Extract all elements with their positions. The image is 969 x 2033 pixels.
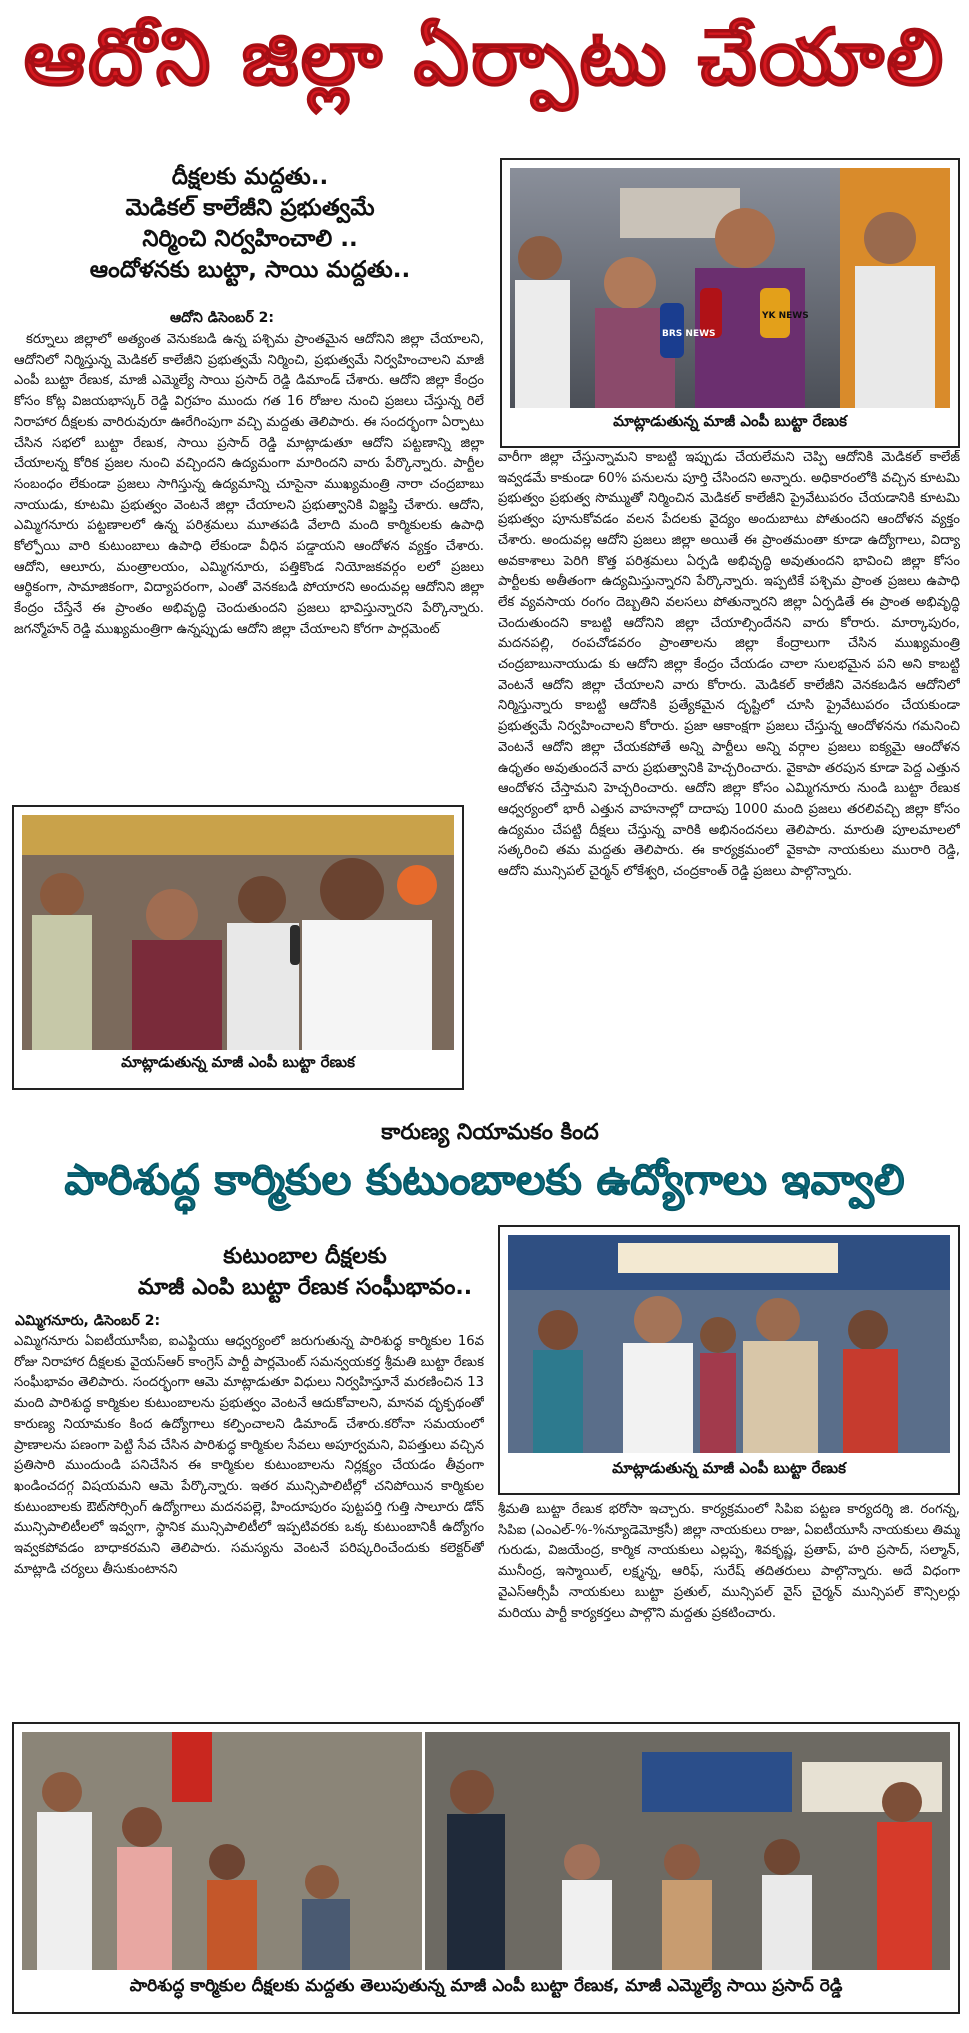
- story1-subhead: [15, 162, 485, 286]
- subhead-line: మాజీ ఎంపి బుట్టా రేణుక సంఘీభావం..: [137, 1275, 473, 1300]
- photo-dharna-seated: [508, 1235, 950, 1453]
- subhead-line: మెడికల్ కాలేజీని ప్రభుత్వమే: [125, 195, 375, 221]
- story2-photo3: [498, 1225, 960, 1495]
- subhead-line: కుటుంబాల దీక్షలకు: [223, 1244, 387, 1269]
- story2-subhead: [115, 1241, 495, 1303]
- story2-body-col1: ఎమ్మిగనూరు ఏఐటీయూసీఐ, ఐఎఫ్టియు ఆధ్వర్యంలో జరుగుతున్న పారిశుధ్ధ కార్మికుల 16వ రోజు నిరాహార దీక్షలకు వైయస్ఆర్ కాంగ్రెస్ పార్టీ పార్లమెంట్ సమన్వయకర్త శ్రీమతి బుట్టా రేణుక సంఘీభావం తెలిపారు. సందర్భంగా ఆమె మాట్లాడుతూ విధులు నిర్వహిస్తూనే మరణించిన 13 మంది పారిశుద్ధ కార్మికుల కుటుంబాలను ప్రభుత్వం వెంటనే ఆదుకోవాలని, మానవ దృక్పథంతో కారుణ్య నియామకం కింద ఉద్యోగాలు కల్పించాలని డిమాండ్ చేశారు.కరోనా సమయంలో ప్రాణాలను పణంగా పెట్టి సేవ చేసిన పారిశుద్ధ కార్మికుల సేవలు అపూర్వమని, విపత్తులు వచ్చిన ప్రతిసారి ముందుండి పనిచేసిన ఈ కార్మికుల కుటుంబాలను నిర్లక్ష్యం చేయడం తీవ్రంగా ఖండించదగ్గ విషయమని ఆమె పేర్కొన్నారు. ఇతర మున్సిపాలిటీల్లో చనిపోయిన కార్మికుల కుటుంబాలకు ఔట్‌సోర్సింగ్ ఉద్యోగాలు మదనపల్లె, హిందూపురం పుట్టపర్తి గుత్తి సాలూరు డోన్ మున్సిపాలిటీలలో ఇవ్వగా, స్థానిక మున్సిపాలిటీలో ఇప్పటివరకు ఒక్క కుటుంబానికీ ఉద్యోగం ఇవ్వకపోవడం బాధాకరమని తెలిపారు. సమస్యను వెంటనే పరిష్కరించేందుకు కలెక్టర్‌తో మాట్లాడి చర్యలు తీసుకుంటానని: [14, 1334, 484, 1577]
- photo-caption: మాట్లాడుతున్న మాజీ ఎంపీ బుట్టా రేణుక: [121, 1053, 355, 1071]
- subhead-line: నిర్మించి నిర్వహించాలి ..: [142, 226, 358, 252]
- photo-caption: మాట్లాడుతున్న మాజీ ఎంపీ బుట్టా రేణుక: [612, 1459, 846, 1477]
- story1-body-col2: వారీగా జిల్లా చేస్తున్నామని కాబట్టి ఇప్పుడు చేయలేమని చెప్పి ఆదోనికి మెడికల్ కాలేజ్ ఇవ్వడమే కాకుండా 60% పనులను పూర్తి చేసిందని అన్నారు. అధికారంలోకి వచ్చిన కూటమి ప్రభుత్వం ప్రభుత్వ సొమ్ముతో నిర్మించిన మెడికల్ కాలేజీని ప్రైవేటుపరం చేయడానికి కూటమి ప్రభుత్వం పూనుకోవడం వలన పేదలకు వైద్యం అందుబాటు పోతుందని ఆందోళన వ్యక్తం చేశారు. అందువల్ల ఆదోని ప్రజలు జిల్లా అయితే ఈ ప్రాంతమంతా కూడా ఉద్యోగాలు, విద్యా అవకాశాలు పెరిగి కొత్త పరిశ్రమలు ఏర్పడి అభివృద్ధి అవుతుందని భావించి జిల్లా కోసం పార్టీలకు అతీతంగా ఉద్యమిస్తున్నారని పేర్కొన్నారు. ఇప్పటికే పశ్చిమ ప్రాంత ప్రజలు ఉపాధి లేక వ్యవసాయ రంగం దెబ్బతిని వలసలు పోతున్నారని జిల్లా ఏర్పడితే ఈ ప్రాంత అభివృద్ధి చెందుతుందని కాబట్టి ఆదోనిని జిల్లా చేయాల్సిందేనని వారు కోరారు. మార్కాపురం, మదనపల్లి, రంపచోడవరం ప్రాంతాలను జిల్లా కేంద్రాలుగా చేసిన ముఖ్యమంత్రి చంద్రబాబునాయుడు కు ఆదోని జిల్లా కేంద్రం చేయడం చాలా సులభమైన పని అని కాబట్టి వెంటనే ఆదోని జిల్లా చేయాలని వారు కోరారు. మెడికల్ కాలేజీని వెనకబడిన ఆదోనిలో నిర్మిస్తున్నారు కాబట్టి ఆదోనికి ప్రత్యేకమైన దృష్టిలో చూసి ప్రైవేటుపరం చేయకుండా ప్రభుత్వమే నిర్వహించాలని కోరారు. ప్రజా ఆకాంక్షగా ప్రజలు చేస్తున్న ఆందోళనను గమనించి వెంటనే ఆదోని జిల్లా చేయకపోతే అన్ని పార్టీలు అన్ని వర్గాల ప్రజలు ఐక్యమై ఆందోళన ఉధృతం అవుతుందనే వారు ప్రభుత్వానికి హెచ్చరించారు. వైకాపా తరపున కూడా పెద్ద ఎత్తున ఆందోళన చేస్తామని హెచ్చరించారు. ఆదోని జిల్లా కోసం ఎమ్మిగనూరు నుండి బుట్టా రేణుక ఆధ్వర్యంలో భారీ ఎత్తున వాహనాల్లో దాదాపు 1000 మంది ప్రజలు తరలివచ్చి జిల్లా కోసం ఉద్యమం చేపట్టి దీక్షలు చేస్తున్న వారికి అభినందనలు తెలిపారు. మారుతి పూలమాలలో సత్కరించి తమ మద్దతు తెలిపారు. ఈ కార్యక్రమంలో వైకాపా నాయకులు మురారి రెడ్డి, ఆదోని మున్సిపల్ చైర్మన్ లోకేశ్వరి, చంద్రకాంత్ రెడ్డి ప్రజలు పాల్గొన్నారు.: [498, 450, 960, 880]
- story1-dateline: ఆదోని డిసెంబర్ 2:: [170, 310, 275, 326]
- main-headline: ఆదోని జిల్లా ఏర్పాటు చేయాలి: [23, 13, 946, 103]
- subhead-line: దీక్షలకు మద్దతు..: [171, 164, 329, 190]
- story2-kicker: కారుణ్య నియామకం కింద: [381, 1120, 599, 1145]
- story2-photo4: [12, 1722, 960, 2014]
- story1-photo1: [500, 158, 960, 448]
- story1-photo2: [12, 805, 464, 1090]
- mic-label: BRS NEWS: [662, 329, 716, 339]
- story2-dateline: ఎమ్మిగనూరు, డిసెంబర్ 2:: [15, 1313, 161, 1329]
- subhead-line: ఆందోళనకు బుట్టా, సాయి మద్దతు..: [89, 257, 411, 283]
- story1-body-col1: కర్నూలు జిల్లాలో అత్యంత వెనుకబడి ఉన్న పశ్చిమ ప్రాంతమైన ఆదోనిని జిల్లా చేయాలని, ఆదోనిలో నిర్మిస్తున్న మెడికల్ కాలేజీని ప్రభుత్వమే నిర్మించి, ప్రభుత్వమే నిర్వహించాలని మాజీ ఎంపీ బుట్టా రేణుక, మాజీ ఎమ్మెల్యే సాయి ప్రసాద్ రెడ్డి డిమాండ్ చేశారు. ఆదోని జిల్లా కేంద్రం కోసం కోట్ల విజయభాస్కర్ రెడ్డి విగ్రహం ముందు గత 16 రోజుల నుంచి ప్రజలు చేస్తున్న రిలే నిరాహార దీక్షలకు వారిరువురూ ఊరేగింపుగా వచ్చి మద్దతు తెలిపారు. ఈ సందర్భంగా ఏర్పాటు చేసిన సభలో బుట్టా రేణుక, సాయి ప్రసాద్ రెడ్డి మాట్లాడుతూ ఆదోని పట్టణాన్ని జిల్లా చేయాలన్న కోరిక ప్రజల నుంచి వచ్చిందని ఉద్యమంగా మారిందని వారు పేర్కొన్నారు. పార్టీల సంబంధం లేకుండా ప్రజలు సాగిస్తున్న ఉద్యమాన్ని చూసైనా ముఖ్యమంత్రి నారా చంద్రబాబు నాయుడు, కూటమి ప్రభుత్వం వెంటనే జిల్లా చేయాలని ప్రభుత్వానికి విజ్ఞప్తి చేశారు. ఆదోని, ఎమ్మిగనూరు పట్టణాలలో ఉన్న పరిశ్రమలు మూతపడి వేలాది మంది కార్మికులకు ఉపాధి కోల్పోయి వారి కుటుంబాలు ఉపాధి లేకుండా వీధిన పడ్డాయని ఆందోళన వ్యక్తం చేశారు. ఆదోని, ఆలూరు, మంత్రాలయం, ఎమ్మిగనూరు, పత్తికొండ నియోజకవర్గం లలో ప్రజలు ఆర్థికంగా, సామాజికంగా, విద్యాపరంగా, ఎంతో వెనకబడి పోయారని అందువల్ల ఆదోనిని జిల్లా కేంద్రం చేస్తేనే ఈ ప్రాంతం అభివృద్ధి చెందుతుందని ప్రజలు భావిస్తున్నారని పేర్కొన్నారు. జగన్మోహన్ రెడ్డి ముఖ్యమంత్రిగా ఉన్నప్పుడు ఆదోని జిల్లా చేయాలని కోరగా పార్లమెంట్: [14, 332, 484, 637]
- photo-protest-wide: [22, 1732, 950, 1970]
- photo-caption: మాట్లాడుతున్న మాజీ ఎంపీ బుట్టా రేణుక: [613, 412, 847, 430]
- story2-body-col2: శ్రీమతి బుట్టా రేణుక భరోసా ఇచ్చారు. కార్యక్రమంలో సిపిఐ పట్టణ కార్యదర్శి జి. రంగన్న, సిపిఐ (ఎంఎల్-%-%న్యూడెమోక్రసీ) జిల్లా నాయకులు రాజు, ఏఐటీయూసీ నాయకులు తిమ్మ గురుడు, విజయేంద్ర, కార్మిక నాయకులు ఎల్లప్ప, శివకృష్ణ, ప్రతాప్, హరి ప్రసాద్, సల్మాన్, మునీంద్ర, ఇస్మాయిల్, లక్ష్మన్న, ఆరిఫ్, సురేష్ తదితరులు పాల్గొన్నారు. అదే విధంగా వైఎస్ఆర్సీపీ నాయకులు బుట్టా ప్రతుల్, మున్సిపల్ వైస్ చైర్మన్ మున్సిపల్ కౌన్సిలర్లు మరియు పార్టీ కార్యకర్తలు పాల్గొని మద్దతు ప్రకటించారు.: [498, 1502, 960, 1621]
- story2-headline: పారిశుద్ధ కార్మికుల కుటుంబాలకు ఉద్యోగాలు ఇవ్వాలి: [64, 1155, 905, 1204]
- mic-label: YK NEWS: [762, 311, 809, 321]
- photo-caption: పారిశుద్ధ కార్మికుల దీక్షలకు మద్దతు తెలుపుతున్న మాజీ ఎంపీ బుట్టా రేణుక, మాజీ ఎమ్మెల్యే సాయి ప్రసాద్ రెడ్డి: [129, 1976, 843, 1996]
- photo-press-mics: [510, 168, 950, 408]
- photo-rally: [22, 815, 454, 1050]
